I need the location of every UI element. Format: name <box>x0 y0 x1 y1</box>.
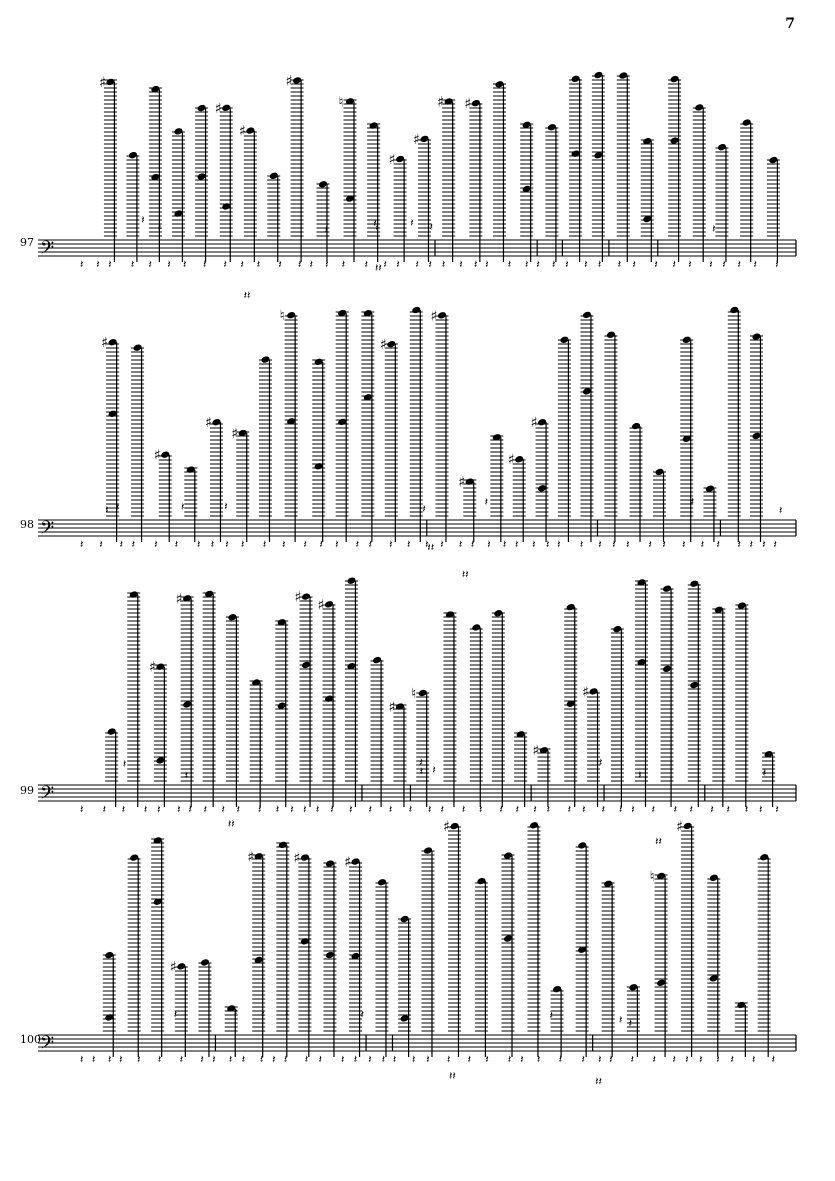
quarter-rest-icon: 𝄽 <box>181 500 185 514</box>
quarter-rest-icon: 𝄽 <box>203 258 207 271</box>
quarter-rest-icon: 𝄽 <box>648 538 652 551</box>
quarter-rest-icon: 𝄽𝄽 <box>595 1075 602 1089</box>
quarter-rest-icon: 𝄽 <box>415 258 419 271</box>
quarter-rest-icon: 𝄽 <box>157 1053 162 1066</box>
quarter-rest-icon: 𝄽 <box>236 803 240 816</box>
accidental-icon: ♯ <box>388 699 396 716</box>
quarter-rest-icon: 𝄽 <box>654 258 658 271</box>
quarter-rest-icon: 𝄽 <box>601 803 605 816</box>
quarter-rest-icon: 𝄽 <box>309 258 314 271</box>
quarter-rest-icon: 𝄽 <box>558 1053 563 1066</box>
quarter-rest-icon: 𝄽 <box>196 538 201 551</box>
quarter-rest-icon: 𝄽 <box>484 495 488 509</box>
quarter-rest-icon: 𝄽 <box>167 258 171 271</box>
quarter-rest-icon: 𝄽 <box>618 1013 623 1027</box>
quarter-rest-icon: 𝄽 <box>223 258 227 271</box>
quarter-rest-icon: 𝄽 <box>256 258 261 271</box>
accidental-icon: ♯ <box>169 959 177 976</box>
quarter-rest-icon: 𝄽𝄽 <box>427 541 435 555</box>
quarter-rest-icon: 𝄽 <box>119 538 123 551</box>
quarter-rest-icon: 𝄽 <box>412 1053 416 1066</box>
quarter-rest-icon: 𝄽 <box>298 258 302 271</box>
quarter-rest-icon: 𝄽 <box>80 538 84 551</box>
quarter-rest-icon: 𝄽 <box>121 803 126 816</box>
accidental-icon: ♯ <box>101 335 108 352</box>
quarter-rest-icon: 𝄽 <box>682 538 686 551</box>
quarter-rest-icon: 𝄽 <box>80 1053 84 1066</box>
quarter-rest-icon: 𝄽 <box>234 1005 238 1019</box>
quarter-rest-icon: 𝄽 <box>688 258 692 271</box>
quarter-rest-icon: 𝄽 <box>567 803 572 816</box>
measure-number-99: 99 <box>20 784 34 797</box>
quarter-rest-icon: 𝄽 <box>779 503 783 517</box>
quarter-rest-icon: 𝄽 <box>353 1053 358 1066</box>
quarter-rest-icon: 𝄽 <box>259 1053 264 1066</box>
accidental-icon: ♯ <box>437 94 444 111</box>
quarter-rest-icon: 𝄽 <box>261 1008 265 1022</box>
accidental-icon: ♯ <box>676 818 683 835</box>
accidental-icon: ♯ <box>344 854 351 871</box>
quarter-rest-icon: 𝄽 <box>441 258 446 271</box>
quarter-rest-icon: 𝄽 <box>285 1006 289 1020</box>
quarter-rest-icon: 𝄽 <box>524 258 529 271</box>
quarter-rest-icon: 𝄽 <box>278 258 282 271</box>
quarter-rest-icon: 𝄽 <box>396 258 400 271</box>
quarter-rest-icon: 𝄽 <box>275 803 280 816</box>
quarter-rest-icon: 𝄽 <box>432 763 436 777</box>
quarter-rest-icon: 𝄽 <box>478 803 483 816</box>
quarter-rest-icon: 𝄽 <box>631 803 635 816</box>
quarter-rest-icon: 𝄽 <box>537 1053 541 1066</box>
quarter-rest-icon: 𝄽 <box>319 538 323 551</box>
quarter-rest-icon: 𝄽 <box>440 803 445 816</box>
quarter-rest-icon: 𝄽 <box>157 221 162 235</box>
quarter-rest-icon: 𝄽 <box>514 538 519 551</box>
accidental-icon: ♮ <box>279 308 285 325</box>
quarter-rest-icon: 𝄽 <box>584 258 588 271</box>
accidental-icon: ♯ <box>148 659 156 676</box>
quarter-rest-icon: 𝄽 <box>485 1053 489 1066</box>
quarter-rest-icon: 𝄽 <box>282 538 286 551</box>
quarter-rest-icon: 𝄽 <box>240 258 244 271</box>
quarter-rest-icon: 𝄽 <box>108 258 112 271</box>
accidental-icon: ♮ <box>411 685 417 702</box>
quarter-rest-icon: 𝄽 <box>419 755 423 769</box>
quarter-rest-icon: 𝄽 <box>173 1008 178 1022</box>
quarter-rest-icon: 𝄽𝄽 <box>243 289 251 303</box>
quarter-rest-icon: 𝄽 <box>157 803 161 816</box>
quarter-rest-icon: 𝄽 <box>515 803 519 816</box>
quarter-rest-icon: 𝄽 <box>579 538 584 551</box>
quarter-rest-icon: 𝄽 <box>598 755 603 769</box>
quarter-rest-icon: 𝄽 <box>341 258 346 271</box>
accidental-icon: ♮ <box>649 868 655 885</box>
quarter-rest-icon: 𝄽 <box>546 538 550 551</box>
quarter-rest-icon: 𝄽 <box>148 258 152 271</box>
accidental-icon: ♮ <box>338 94 344 111</box>
quarter-rest-icon: 𝄽 <box>737 538 741 551</box>
quarter-rest-icon: 𝄽 <box>467 1053 472 1066</box>
quarter-rest-icon: 𝄽 <box>324 223 329 237</box>
quarter-rest-icon: 𝄽 <box>122 757 127 771</box>
quarter-rest-icon: 𝄽 <box>92 1053 96 1066</box>
quarter-rest-icon: 𝄽 <box>212 1053 216 1066</box>
quarter-rest-icon: 𝄽 <box>507 258 512 271</box>
quarter-rest-icon: 𝄽 <box>672 1053 676 1066</box>
quarter-rest-icon: 𝄽 <box>710 803 714 816</box>
quarter-rest-icon: 𝄽 <box>375 220 379 234</box>
quarter-rest-icon: 𝄽 <box>80 258 84 271</box>
quarter-rest-icon: 𝄽 <box>520 1053 524 1066</box>
quarter-rest-icon: 𝄽 <box>381 1053 386 1066</box>
quarter-rest-icon: 𝄽 <box>200 1053 204 1066</box>
quarter-rest-icon: 𝄽 <box>303 538 307 551</box>
quarter-rest-icon: 𝄽 <box>446 1053 451 1066</box>
accidental-icon: ♯ <box>153 447 161 464</box>
quarter-rest-icon: 𝄽 <box>225 538 229 551</box>
quarter-rest-icon: 𝄽 <box>349 803 353 816</box>
quarter-rest-icon: 𝄽 <box>638 768 642 782</box>
quarter-rest-icon: 𝄽 <box>582 803 586 816</box>
accidental-icon: ♯ <box>317 597 325 614</box>
quarter-rest-icon: 𝄽 <box>461 803 466 816</box>
accidental-icon: ♯ <box>530 415 538 432</box>
accidental-icon: ♯ <box>464 96 472 113</box>
quarter-rest-icon: 𝄽 <box>749 538 754 551</box>
quarter-rest-icon: 𝄽 <box>224 499 228 513</box>
quarter-rest-icon: 𝄽 <box>179 1053 184 1066</box>
accidental-icon: ♯ <box>247 849 254 866</box>
quarter-rest-icon: 𝄽𝄽 <box>448 1069 456 1083</box>
quarter-rest-icon: 𝄽 <box>364 258 368 271</box>
quarter-rest-icon: 𝄽 <box>241 1053 246 1066</box>
quarter-rest-icon: 𝄽 <box>272 1053 276 1066</box>
quarter-rest-icon: 𝄽 <box>628 1017 632 1031</box>
quarter-rest-icon: 𝄽 <box>440 538 444 551</box>
quarter-rest-icon: 𝄽 <box>753 258 757 271</box>
accidental-icon: ♯ <box>238 123 246 140</box>
quarter-rest-icon: 𝄽 <box>690 494 695 508</box>
quarter-rest-icon: 𝄽 <box>422 502 426 516</box>
quarter-rest-icon: 𝄽 <box>737 258 741 271</box>
quarter-rest-icon: 𝄽 <box>744 803 749 816</box>
quarter-rest-icon: 𝄽 <box>119 1053 123 1066</box>
quarter-rest-icon: 𝄽 <box>389 538 393 551</box>
accidental-icon: ♯ <box>412 131 420 148</box>
quarter-rest-icon: 𝄽 <box>428 258 432 271</box>
quarter-rest-icon: 𝄽 <box>425 538 429 551</box>
quarter-rest-icon: 𝄽 <box>722 258 726 271</box>
quarter-rest-icon: 𝄽 <box>626 538 630 551</box>
measure-number-100: 100 <box>20 1033 41 1046</box>
accidental-icon: ♯ <box>532 743 540 760</box>
quarter-rest-icon: 𝄽 <box>652 1053 656 1066</box>
quarter-rest-icon: 𝄽 <box>598 538 602 551</box>
quarter-rest-icon: 𝄽 <box>174 538 179 551</box>
quarter-rest-icon: 𝄽 <box>228 1053 233 1066</box>
quarter-rest-icon: 𝄽 <box>598 1053 602 1066</box>
quarter-rest-icon: 𝄽 <box>565 258 569 271</box>
accidental-icon: ♯ <box>285 73 293 90</box>
quarter-rest-icon: 𝄽 <box>177 803 181 816</box>
quarter-rest-icon: 𝄽 <box>752 1053 756 1066</box>
quarter-rest-icon: 𝄽 <box>368 538 372 551</box>
quarter-rest-icon: 𝄽 <box>630 1053 634 1066</box>
quarter-rest-icon: 𝄽 <box>458 538 463 551</box>
quarter-rest-icon: 𝄽 <box>392 1053 397 1066</box>
quarter-rest-icon: 𝄽 <box>283 1053 288 1066</box>
quarter-rest-icon: 𝄽 <box>428 803 432 816</box>
quarter-rest-icon: 𝄽 <box>597 258 602 271</box>
quarter-rest-icon: 𝄽 <box>581 1053 585 1066</box>
quarter-rest-icon: 𝄽 <box>632 258 636 271</box>
quarter-rest-icon: 𝄽 <box>108 1053 112 1066</box>
quarter-rest-icon: 𝄽 <box>502 538 507 551</box>
quarter-rest-icon: 𝄽 <box>532 538 536 551</box>
quarter-rest-icon: 𝄽𝄽 <box>227 817 235 831</box>
quarter-rest-icon: 𝄽 <box>716 1053 720 1066</box>
accidental-icon: ♯ <box>231 425 239 442</box>
quarter-rest-icon: 𝄽 <box>330 803 334 816</box>
accidental-icon: ♯ <box>388 152 396 169</box>
quarter-rest-icon: 𝄽 <box>426 1053 430 1066</box>
quarter-rest-icon: 𝄽 <box>335 538 339 551</box>
quarter-rest-icon: 𝄽 <box>141 213 145 227</box>
quarter-rest-icon: 𝄽 <box>549 1008 553 1022</box>
quarter-rest-icon: 𝄽 <box>368 1053 372 1066</box>
quarter-rest-icon: 𝄽𝄽 <box>375 261 382 275</box>
quarter-rest-icon: 𝄽 <box>290 803 294 816</box>
quarter-rest-icon: 𝄽 <box>188 803 192 816</box>
quarter-rest-icon: 𝄽 <box>533 803 537 816</box>
quarter-rest-icon: 𝄽 <box>318 1053 323 1066</box>
bass-clef-icon: 𝄢 <box>40 238 55 263</box>
accidental-icon: ♯ <box>98 74 106 91</box>
accidental-icon: ♯ <box>442 819 450 836</box>
quarter-rest-icon: 𝄽 <box>459 258 463 271</box>
quarter-rest-icon: 𝄽 <box>619 803 623 816</box>
quarter-rest-icon: 𝄽 <box>262 538 267 551</box>
quarter-rest-icon: 𝄽 <box>700 538 705 551</box>
quarter-rest-icon: 𝄽 <box>407 538 411 551</box>
quarter-rest-icon: 𝄽 <box>340 1053 345 1066</box>
accidental-icon: ♯ <box>294 589 302 606</box>
accidental-icon: ♯ <box>582 684 589 701</box>
quarter-rest-icon: 𝄽 <box>775 803 779 816</box>
quarter-rest-icon: 𝄽 <box>360 1007 365 1021</box>
quarter-rest-icon: 𝄽 <box>651 803 655 816</box>
quarter-rest-icon: 𝄽 <box>184 768 188 782</box>
accidental-icon: ♯ <box>458 474 466 491</box>
quarter-rest-icon: 𝄽 <box>730 1053 734 1066</box>
quarter-rest-icon: 𝄽 <box>137 1053 141 1066</box>
measure-number-98: 98 <box>20 518 34 531</box>
quarter-rest-icon: 𝄽 <box>546 803 550 816</box>
quarter-rest-icon: 𝄽 <box>709 258 713 271</box>
accidental-icon: ♯ <box>293 850 301 867</box>
quarter-rest-icon: 𝄽 <box>96 258 100 271</box>
quarter-rest-icon: 𝄽𝄽 <box>655 835 662 849</box>
quarter-rest-icon: 𝄽 <box>388 803 393 816</box>
bass-clef-icon: 𝄢 <box>40 783 55 808</box>
accidental-icon: ♯ <box>214 100 222 117</box>
quarter-rest-icon: 𝄽 <box>499 803 503 816</box>
quarter-rest-icon: 𝄽 <box>419 764 424 778</box>
accidental-icon: ♯ <box>430 308 438 325</box>
quarter-rest-icon: 𝄽 <box>410 216 414 230</box>
measure-number-97: 97 <box>20 236 34 249</box>
quarter-rest-icon: 𝄽 <box>485 258 489 271</box>
quarter-rest-icon: 𝄽 <box>617 258 622 271</box>
quarter-rest-icon: 𝄽 <box>672 258 676 271</box>
accidental-icon: ♯ <box>379 337 387 354</box>
quarter-rest-icon: 𝄽 <box>355 538 359 551</box>
quarter-rest-icon: 𝄽 <box>612 538 616 551</box>
quarter-rest-icon: 𝄽 <box>507 1053 512 1066</box>
quarter-rest-icon: 𝄽 <box>203 803 207 816</box>
quarter-rest-icon: 𝄽 <box>221 803 225 816</box>
quarter-rest-icon: 𝄽 <box>373 216 377 230</box>
quarter-rest-icon: 𝄽 <box>712 222 716 236</box>
quarter-rest-icon: 𝄽 <box>775 258 779 271</box>
quarter-rest-icon: 𝄽 <box>689 803 693 816</box>
quarter-rest-icon: 𝄽 <box>257 803 262 816</box>
quarter-rest-icon: 𝄽 <box>758 803 763 816</box>
quarter-rest-icon: 𝄽 <box>368 803 373 816</box>
quarter-rest-icon: 𝄽 <box>762 766 767 780</box>
bass-clef-icon: 𝄢 <box>40 518 55 543</box>
quarter-rest-icon: 𝄽 <box>487 538 491 551</box>
quarter-rest-icon: 𝄽 <box>240 538 245 551</box>
quarter-rest-icon: 𝄽 <box>131 538 135 551</box>
accidental-icon: ♯ <box>507 452 515 469</box>
quarter-rest-icon: 𝄽 <box>609 1053 613 1066</box>
quarter-rest-icon: 𝄽 <box>210 538 215 551</box>
quarter-rest-icon: 𝄽 <box>699 1053 703 1066</box>
accidental-icon: ♯ <box>175 591 183 608</box>
quarter-rest-icon: 𝄽 <box>726 803 730 816</box>
quarter-rest-icon: 𝄽 <box>102 803 106 816</box>
quarter-rest-icon: 𝄽 <box>315 803 320 816</box>
quarter-rest-icon: 𝄽 <box>470 538 475 551</box>
quarter-rest-icon: 𝄽 <box>154 538 158 551</box>
quarter-rest-icon: 𝄽 <box>105 503 109 517</box>
quarter-rest-icon: 𝄽 <box>429 220 434 234</box>
accidental-icon: ♯ <box>204 415 212 432</box>
quarter-rest-icon: 𝄽 <box>303 803 307 816</box>
quarter-rest-icon: 𝄽 <box>662 538 666 551</box>
quarter-rest-icon: 𝄽 <box>183 258 187 271</box>
quarter-rest-icon: 𝄽 <box>762 538 766 551</box>
quarter-rest-icon: 𝄽 <box>673 803 678 816</box>
quarter-rest-icon: 𝄽 <box>536 258 540 271</box>
quarter-rest-icon: 𝄽 <box>716 538 720 551</box>
bass-clef-icon: 𝄢 <box>40 1033 55 1058</box>
quarter-rest-icon: 𝄽 <box>771 1053 775 1066</box>
quarter-rest-icon: 𝄽 <box>80 803 84 816</box>
quarter-rest-icon: 𝄽 <box>473 258 478 271</box>
quarter-rest-icon: 𝄽 <box>383 258 387 271</box>
quarter-rest-icon: 𝄽 <box>143 803 148 816</box>
quarter-rest-icon: 𝄽 <box>99 538 103 551</box>
quarter-rest-icon: 𝄽 <box>325 258 329 271</box>
quarter-rest-icon: 𝄽𝄽 <box>461 568 469 582</box>
quarter-rest-icon: 𝄽 <box>552 258 556 271</box>
quarter-rest-icon: 𝄽 <box>130 258 135 271</box>
quarter-rest-icon: 𝄽 <box>685 1053 689 1066</box>
quarter-rest-icon: 𝄽 <box>304 1053 309 1066</box>
quarter-rest-icon: 𝄽 <box>773 538 777 551</box>
quarter-rest-icon: 𝄽 <box>408 803 413 816</box>
page-number: 7 <box>785 16 795 32</box>
quarter-rest-icon: 𝄽 <box>557 538 561 551</box>
quarter-rest-icon: 𝄽 <box>115 500 120 514</box>
